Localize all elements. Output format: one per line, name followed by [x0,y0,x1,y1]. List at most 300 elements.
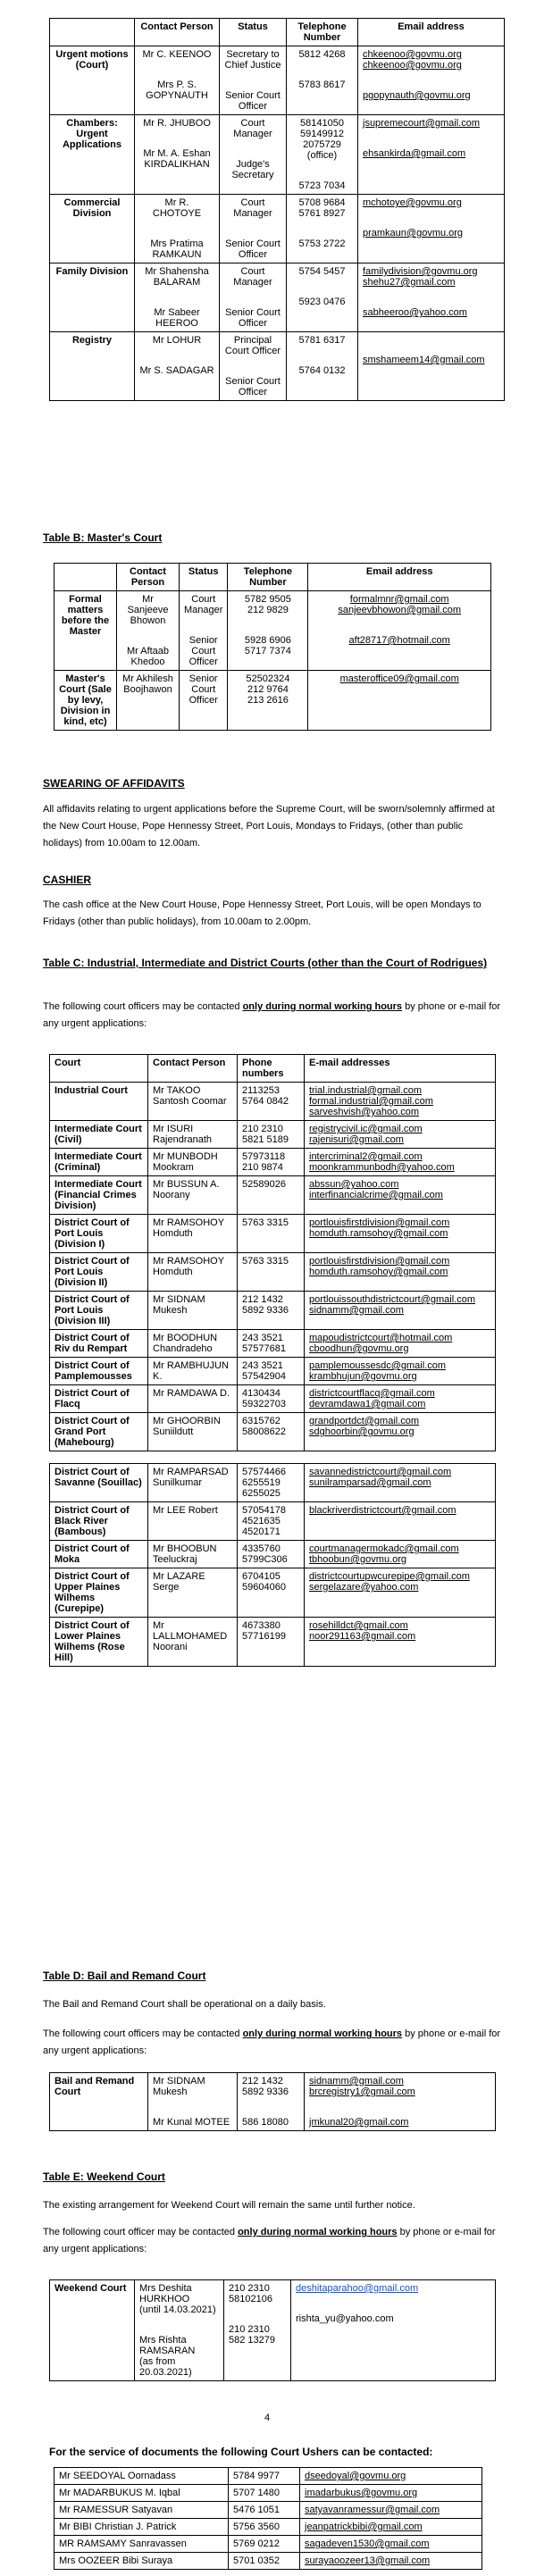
contact-block [139,335,214,346]
table-row [50,1176,496,1215]
phone-cell [238,1292,305,1330]
header-cell: E-mail addresses [305,1055,496,1083]
contact-status: Judge's Secretary [231,159,274,180]
phone-number: 212 9764 [247,684,289,695]
phone-number: 57973118 [242,1151,286,1162]
table-header-row [50,19,505,46]
usher-name: Mr RAMESSUR Satyavan [54,2502,229,2519]
email-link[interactable]: pgopynauth@govmu.org [363,90,471,101]
contact-note: (until 14.03.2021) [139,2304,216,2315]
phone-cell [287,332,358,401]
phone-number: 5763 3315 [242,1217,289,1228]
court-name: Industrial Court [50,1083,148,1121]
court-name: District Court of Savanne (Souillac) [50,1464,148,1502]
table-e-body [50,2280,496,2381]
phone-number: 5928 6906 [244,635,291,646]
phone-number: 5708 9684 [298,197,346,208]
table-b-body [54,591,491,731]
cashier-text: The cash office at the New Court House, Pope Hennessy Street, Port Louis, will be open Mondays to Fridays (other than public holidays), from 10.00am to 2.00pm. [43,899,482,927]
table-e-title: Table E: Weekend Court [43,2170,165,2183]
phone-number: 6255519 [242,1477,281,1488]
header-cell: Telephone Number [228,564,308,591]
header-cell: Telephone Number [287,19,358,46]
table-header-row [50,1055,496,1083]
header-cell [50,19,135,46]
usher-email[interactable]: jeanpatrickbibi@gmail.com [300,2519,482,2536]
contact-block [224,376,281,397]
contact-person: Mr TAKOO Santosh Coomar [148,1083,238,1121]
email-link[interactable]: sarveshvish@yahoo.com [309,1107,420,1117]
phone-cell [238,1253,305,1292]
phone-number: 210 2310 [229,2324,270,2335]
contact-block [224,197,281,219]
contact-block [224,238,281,260]
email-link[interactable]: rosehilldct@gmail.com [309,1620,408,1631]
email-link[interactable]: masteroffice09@gmail.com [339,673,459,684]
email-link[interactable]: pramkaun@govmu.org [363,228,464,238]
table-row [50,1385,496,1413]
email-cell [305,1330,496,1358]
status-cell [220,115,287,195]
phone-cell [287,46,358,115]
phone-cell [238,1121,305,1149]
phone-cell [238,1149,305,1176]
court-name: District Court of Moka [50,1541,148,1568]
table-d-title: Table D: Bail and Remand Court [43,1970,206,1982]
contact-status: Senior Court Officer [225,307,281,329]
court-name: Intermediate Court (Civil) [50,1121,148,1149]
email-cell [358,332,505,401]
court-name: District Court of Upper Plaines Wilhems (Curepipe) [50,1568,148,1618]
court-name: District Court of Flacq [50,1385,148,1413]
contact-block [139,118,214,129]
table-row [50,1618,496,1667]
contact-block [224,335,281,356]
table-d [49,2072,496,2131]
contact-block [232,635,303,657]
email-cell [358,263,505,332]
email-link[interactable]: trial.industrial@gmail.com [309,1085,423,1096]
phone-number: 210 2310 [229,2283,270,2294]
status-cell [220,195,287,263]
email-link[interactable]: tbhoobun@govmu.org [309,1554,407,1565]
header-cell: Contact Person [148,1055,238,1083]
contact-status: Senior Court Officer [225,238,281,260]
contact-block [139,197,214,219]
usher-email[interactable]: surayaoozeer13@gmail.com [300,2553,482,2570]
phone-number: 210 9874 [242,1162,283,1173]
header-cell: Status [180,564,228,591]
table-c-title: Table C: Industrial, Intermediate and District Courts (other than the Court of Rodrigues) [43,957,488,969]
phone-number: 5717 7374 [244,646,291,657]
table-header-row [54,564,491,591]
contact-person: Mr RAMPARSAD Sunilkumar [148,1464,238,1502]
phone-number: 2075729 [303,139,341,150]
phone-number: 59322703 [242,1399,286,1409]
court-name: District Court of Grand Port (Mahebourg) [50,1413,148,1451]
phone-number: 5763 3315 [242,1256,289,1267]
email-cell [305,2073,496,2131]
person-cell [135,263,220,332]
contact-block [296,2313,490,2324]
contact-person: Mrs Pratima RAMKAUN [150,238,204,260]
contact-block [139,79,214,101]
email-link[interactable]: formal.industrial@gmail.com [309,1096,433,1107]
phone-number: 213 2616 [247,695,289,706]
contact-person: Mr Kunal MOTEE [153,2117,230,2128]
email-link[interactable]: formalmnr@gmail.com [349,594,449,605]
contact-block [363,197,499,208]
email-link[interactable]: sergelazare@yahoo.com [309,1582,419,1593]
table-row [50,263,505,332]
contact-block [232,673,303,706]
email-link[interactable]: aft28717@hotmail.com [348,635,450,646]
contact-status: Senior Court Officer [225,90,281,112]
phone-number: 210 2310 [242,1124,283,1134]
table-row [50,1215,496,1253]
email-link[interactable]: cboodhun@govmu.org [309,1343,409,1354]
table-c-body [50,1083,496,1667]
usher-phone: 5784 9977 [229,2468,300,2485]
contact-block [224,49,281,71]
contact-person: Mr RAMDAWA D. [148,1385,238,1413]
contact-block [232,594,303,615]
contact-status: Court Manager [233,266,272,288]
contact-block [363,148,499,159]
email-link[interactable]: deshitaparahoo@gmail.com [296,2283,419,2294]
contact-block [153,2117,232,2128]
table-row [50,195,505,263]
email-link[interactable]: familydivision@govmu.org [363,266,478,277]
usher-name: Mr BIBI Christian J. Patrick [54,2519,229,2536]
phone-number: 6255025 [242,1488,281,1499]
email-link[interactable]: districtcourtupwcurepipe@gmail.com [309,1571,470,1582]
court-name: Weekend Court [50,2280,135,2381]
email-link[interactable]: jmkunal20@gmail.com [309,2117,409,2128]
contact-block [313,594,486,615]
phone-number: 212 1432 [242,2076,283,2087]
phone-number: 5892 9336 [242,2087,289,2097]
email-link[interactable]: shehu27@gmail.com [363,277,456,288]
email-link[interactable]: interfinancialcrime@gmail.com [309,1190,443,1200]
email-link[interactable]: savannedistrictcourt@gmail.com [309,1467,452,1477]
court-name: Intermediate Court (Criminal) [50,1149,148,1176]
contact-person: Mr S. SADAGAR [139,365,214,376]
contact-block [121,673,174,695]
contact-block [224,90,281,112]
contact-person: Mr BHOOBUN Teeluckraj [148,1541,238,1568]
ushers-body [54,2468,482,2570]
table-row [50,1541,496,1568]
phone-number: 57577681 [242,1343,286,1354]
contact-person: Mr RAMSOHOY Homduth [148,1253,238,1292]
email-cell [305,1121,496,1149]
email-link[interactable]: grandportdct@gmail.com [309,1416,420,1426]
contact-person: Mrs Rishta RAMSARAN [139,2335,196,2356]
usher-name: MR RAMSAMY Sanravassen [54,2536,229,2553]
person-cell [117,671,180,731]
phone-cell [238,1541,305,1568]
phone-number: 59149912 [300,129,344,139]
contact-block [184,594,222,615]
table-c [49,1054,496,1667]
usher-email[interactable]: dseedoyal@govmu.org [300,2468,482,2485]
phone-cell [287,263,358,332]
email-cell [358,195,505,263]
phone-number: 5821 5189 [242,1134,289,1145]
email-link[interactable]: sabheeroo@yahoo.com [363,307,467,318]
contact-block [291,266,353,277]
email-link[interactable]: sidnamm@gmail.com [309,2076,404,2087]
phone-number: (office) [306,150,338,161]
phone-number: 5723 7034 [298,180,346,191]
email-link[interactable]: jsupremecourt@gmail.com [363,118,480,129]
usher-phone: 5476 1051 [229,2502,300,2519]
header-cell: Contact Person [117,564,180,591]
phone-number: 212 1432 [242,1294,283,1305]
email-cell [305,1385,496,1413]
email-link[interactable]: sidnamm@gmail.com [309,1305,404,1316]
table-row [50,332,505,401]
email-cell [305,1541,496,1568]
email-cell [358,115,505,195]
contact-status: Senior Court Officer [188,673,218,706]
contact-block [242,2117,299,2128]
usher-phone: 5769 0212 [229,2536,300,2553]
contact-block [139,2283,219,2315]
usher-email[interactable]: imadarbukus@govmu.org [300,2485,482,2502]
contact-person: Mr LAZARE Serge [148,1568,238,1618]
email-link[interactable]: portlouisfirstdivision@gmail.com [309,1217,450,1228]
phone-number: 52502324 [246,673,290,684]
contact-person: Mr BUSSUN A. Noorany [148,1176,238,1215]
email-link[interactable]: devramdawa1@gmail.com [309,1399,426,1409]
table-b-title: Table B: Master's Court [43,531,163,544]
phone-number: 5923 0476 [298,297,346,307]
table-a-body [50,46,505,401]
phone-cell [238,2073,305,2131]
email-link[interactable]: noor291163@gmail.com [309,1631,416,1642]
contact-block [139,148,214,170]
header-cell: Email address [308,564,491,591]
person-cell [135,115,220,195]
intro-emphasis: only during normal working hours [242,2028,403,2039]
phone-number: 57716199 [242,1631,286,1642]
contact-person: Mr MUNBODH Mookram [148,1149,238,1176]
spacer-cell [50,1451,496,1464]
table-row [54,2519,482,2536]
person-cell [135,332,220,401]
intro-text: by phone or e-mail for any urgent applications: [43,2227,496,2254]
table-row [50,2073,496,2131]
email-cell [305,1464,496,1502]
email-cell [308,591,491,671]
phone-cell [228,591,308,671]
email-link[interactable]: chkeenoo@govmu.org [363,49,462,60]
contact-block [229,2324,286,2346]
phone-number: 586 18080 [242,2117,289,2128]
court-name: District Court of Port Louis (Division I) [50,1215,148,1253]
email-link[interactable]: brcregistry1@gmail.com [309,2087,415,2097]
email-link[interactable]: portlouissouthdistrictcourt@gmail.com [309,1294,476,1305]
contact-block [291,297,353,307]
header-cell [54,564,117,591]
phone-number: 5764 0132 [298,365,346,376]
email-link[interactable]: smshameem14@gmail.com [363,355,485,365]
intro-text: The following court officers may be contacted [43,2028,243,2039]
email-link[interactable]: rishta_yu@yahoo.com [296,2313,394,2324]
usher-name: Mr SEEDOYAL Oornadass [54,2468,229,2485]
person-cell [135,46,220,115]
contact-status: Court Manager [233,197,272,219]
contact-block [309,2117,490,2128]
contact-person: Mrs Deshita HURKHOO [139,2283,192,2304]
header-cell: Email address [358,19,505,46]
email-link[interactable]: mchotoye@govmu.org [363,197,462,208]
table-c-intro [43,999,503,1033]
phone-cell [287,195,358,263]
email-link[interactable]: mapoudistrictcourt@hotmail.com [309,1333,453,1343]
email-link[interactable]: registrycivil.ic@gmail.com [309,1124,423,1134]
email-link[interactable]: sanjeevbhowon@gmail.com [338,605,462,615]
contact-block [139,266,214,288]
email-link[interactable]: intercriminal2@gmail.com [309,1151,423,1162]
contact-person: Mr Shahensha BALARAM [145,266,209,288]
contact-block [291,49,353,60]
email-link[interactable]: districtcourtflacq@gmail.com [309,1388,435,1399]
email-link[interactable]: chkeenoo@govmu.org [363,60,462,71]
contact-block [139,2335,219,2378]
table-row [50,1568,496,1618]
contact-person: Mr RAMSOHOY Homduth [148,1215,238,1253]
table-b [54,563,491,731]
usher-email[interactable]: satyavanramessur@gmail.com [300,2502,482,2519]
table-e-para: The existing arrangement for Weekend Court will remain the same until further notice. [43,2200,415,2211]
contact-person: Mr C. KEENOO [142,49,212,60]
table-e [49,2279,496,2381]
status-cell [220,46,287,115]
contact-block [363,228,499,238]
contact-block [313,635,486,646]
contact-person: Mr SIDNAM Mukesh [148,1292,238,1330]
email-link[interactable]: courtmanagermokadc@gmail.com [309,1543,459,1554]
phone-number: 6704105 [242,1571,281,1582]
phone-cell [238,1358,305,1385]
phone-number: 4521635 [242,1516,281,1526]
email-link[interactable]: homduth.ramsohoy@gmail.com [309,1228,448,1239]
table-row [54,2485,482,2502]
email-link[interactable]: sunilramparsad@gmail.com [309,1477,431,1488]
person-cell [135,195,220,263]
phone-number: 57542904 [242,1371,286,1382]
contact-block [224,159,281,180]
table-row [50,1413,496,1451]
usher-phone: 5756 3560 [229,2519,300,2536]
email-link[interactable]: sdghoorbin@govmu.org [309,1426,415,1437]
contact-status: Court Manager [184,594,223,615]
contact-block [363,307,499,318]
contact-block [291,197,353,219]
contact-block [291,79,353,90]
phone-cell [238,1176,305,1215]
intro-text: The following court officer may be contacted [43,2227,239,2237]
contact-block [363,266,499,288]
phone-number: 58102106 [229,2294,272,2304]
contact-block [224,266,281,288]
table-row [50,1502,496,1541]
contact-person: Mr Sabeer HEEROO [154,307,200,329]
phone-number: 4673380 [242,1620,281,1631]
email-cell [305,1215,496,1253]
table-d-intro [43,2026,503,2060]
contact-block [121,594,174,626]
email-cell [358,46,505,115]
contact-status: Senior Court Officer [225,376,281,397]
email-link[interactable]: portlouisfirstdivision@gmail.com [309,1256,450,1267]
contact-block [139,307,214,329]
court-name: District Court of Riv du Rempart [50,1330,148,1358]
table-row [50,1330,496,1358]
phone-number: 5764 0842 [242,1096,289,1107]
contact-block [224,118,281,139]
table-d-body [50,2073,496,2131]
email-link[interactable]: homduth.ramsohoy@gmail.com [309,1267,448,1277]
section-label: Family Division [50,263,135,332]
contact-block [184,673,222,706]
usher-email[interactable]: sagadeven1530@gmail.com [300,2536,482,2553]
phone-number: 59604060 [242,1582,286,1593]
email-cell [305,1502,496,1541]
email-link[interactable]: blackriverdistrictcourt@gmail.com [309,1505,456,1516]
contact-block [224,307,281,329]
email-link[interactable]: pamplemoussesdc@gmail.com [309,1360,447,1371]
table-row [54,2468,482,2485]
phone-number: 4335760 [242,1543,281,1554]
status-cell [220,263,287,332]
email-link[interactable]: rajenisuri@gmail.com [309,1134,404,1145]
header-cell: Contact Person [135,19,220,46]
phone-number: 5892 9336 [242,1305,289,1316]
section-label: Urgent motions (Court) [50,46,135,115]
email-link[interactable]: moonkrammunbodh@yahoo.com [309,1162,455,1173]
contact-block [309,2076,490,2097]
phone-cell [238,1215,305,1253]
contact-block [363,90,499,101]
contact-block [296,2283,490,2294]
contact-block [363,49,499,71]
email-link[interactable]: ehsankirda@gmail.com [363,148,466,159]
usher-phone: 5701 0352 [229,2553,300,2570]
table-row [50,1464,496,1502]
email-link[interactable]: krambhujun@govmu.org [309,1371,417,1382]
contact-block [139,49,214,60]
intro-emphasis: only during normal working hours [242,1001,403,1012]
phone-number: 5781 6317 [298,335,346,346]
email-link[interactable]: abssun@yahoo.com [309,1179,399,1190]
page-number: 4 [264,2413,271,2423]
usher-phone: 5707 1480 [229,2485,300,2502]
contact-block [139,238,214,260]
court-name: District Court of Port Louis (Division II) [50,1253,148,1292]
court-name: Intermediate Court (Financial Crimes Division) [50,1176,148,1215]
status-cell [180,591,228,671]
spacer-row [50,1451,496,1464]
email-cell [308,671,491,731]
phone-number: 52589026 [242,1179,286,1190]
contact-block [229,2283,286,2304]
phone-number: 4130434 [242,1388,281,1399]
contact-person: Mr BOODHUN Chandradeho [148,1330,238,1358]
